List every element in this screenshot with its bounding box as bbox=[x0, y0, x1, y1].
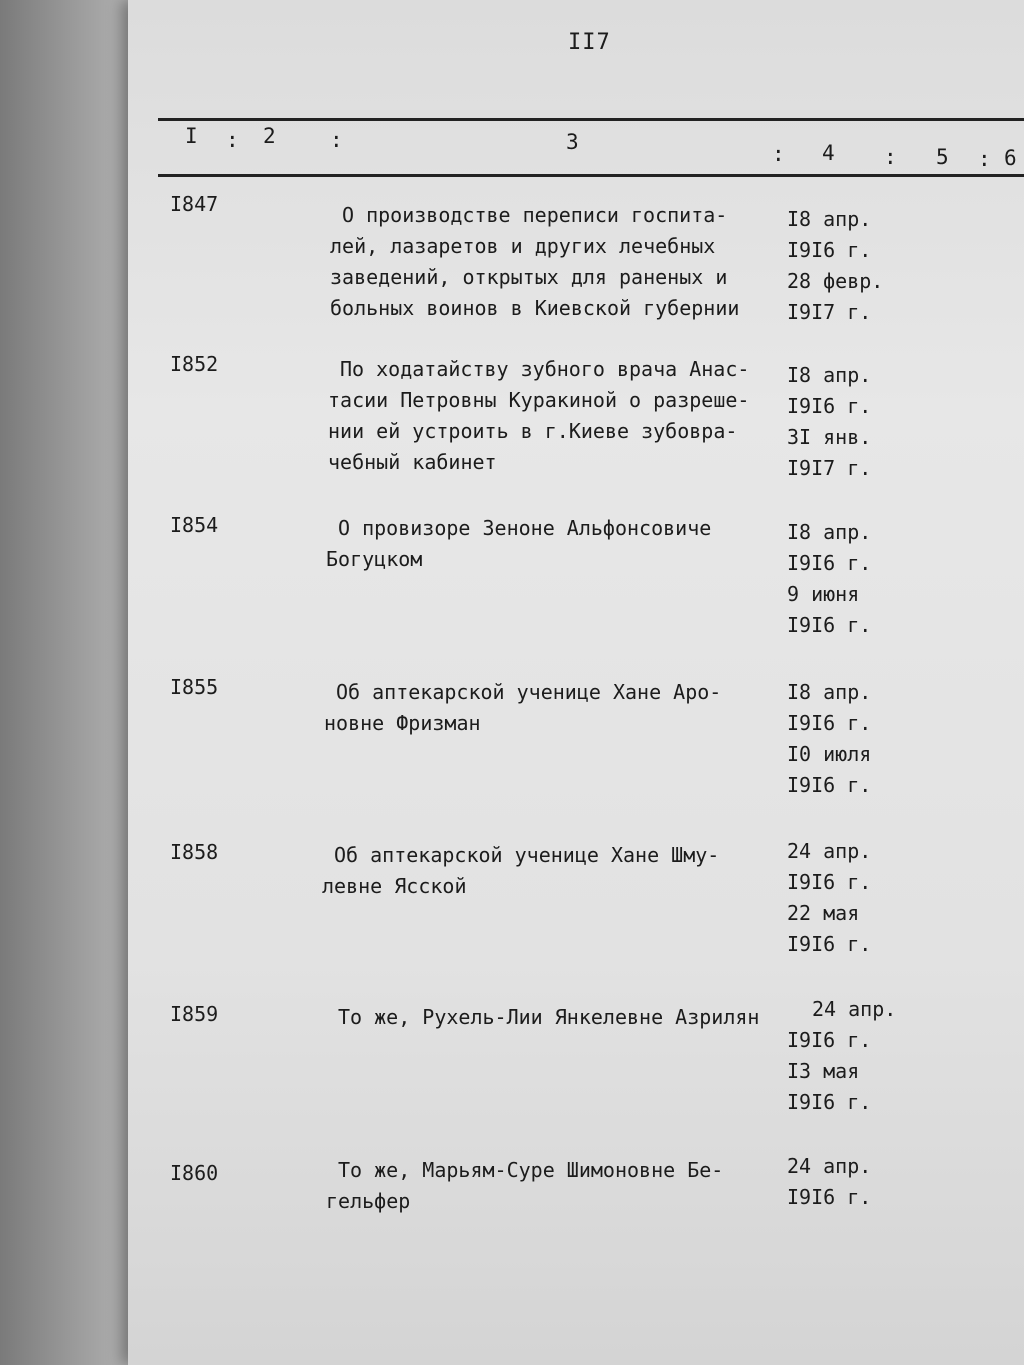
entry-number: I855 bbox=[170, 675, 219, 699]
entry-description-line: нии ей устроить в г.Киеве зубовра- bbox=[328, 419, 738, 443]
entry-description-line: О провизоре Зеноне Альфонсовиче bbox=[338, 516, 712, 540]
entry-dates bbox=[787, 994, 896, 1118]
entry-date-line: I9I6 г. bbox=[787, 1090, 872, 1114]
entry-description bbox=[330, 200, 800, 324]
entry-date-line: I8 апр. bbox=[787, 207, 872, 231]
entry-dates bbox=[787, 360, 871, 484]
header-separator: : bbox=[772, 142, 785, 166]
entry-description-line: гельфер bbox=[326, 1189, 411, 1213]
entry-date-line: 24 апр. bbox=[787, 1154, 872, 1178]
entry-description-line: По ходатайству зубного врача Анас- bbox=[340, 357, 750, 381]
entry-dates bbox=[787, 1151, 871, 1213]
header-col-5: 5 bbox=[936, 145, 949, 169]
entry-description-line: больных воинов в Киевской губернии bbox=[330, 296, 740, 320]
entry-number: I852 bbox=[170, 352, 219, 376]
entry-description-line: То же, Рухель-Лии Янкелевне Азрилян bbox=[338, 1005, 760, 1029]
entry-number: I847 bbox=[170, 192, 219, 216]
entry-date-line: I8 апр. bbox=[787, 680, 872, 704]
entry-date-line: 3I янв. bbox=[787, 425, 872, 449]
entry-date-line: 24 апр. bbox=[812, 997, 897, 1021]
header-bottom-rule bbox=[158, 174, 1024, 177]
entry-date-line: I9I7 г. bbox=[787, 456, 872, 480]
header-separator: : bbox=[884, 145, 897, 169]
header-separator: : bbox=[330, 128, 343, 152]
entry-date-line: I3 мая bbox=[787, 1059, 860, 1083]
entry-dates bbox=[787, 204, 883, 328]
entry-date-line: 28 февр. bbox=[787, 269, 884, 293]
entry-description-line: О производстве переписи госпита- bbox=[342, 203, 728, 227]
entry-description bbox=[326, 1002, 796, 1033]
entry-description-line: То же, Марьям-Суре Шимоновне Бе- bbox=[338, 1158, 724, 1182]
entry-description bbox=[328, 354, 798, 478]
entry-date-line: I9I6 г. bbox=[787, 1185, 872, 1209]
entry-description-line: тасии Петровны Куракиной о разреше- bbox=[328, 388, 750, 412]
entry-description bbox=[322, 840, 792, 902]
entry-description-line: чебный кабинет bbox=[328, 450, 497, 474]
entry-date-line: I8 апр. bbox=[787, 520, 872, 544]
entry-date-line: 22 мая bbox=[787, 901, 860, 925]
entry-date-line: I8 апр. bbox=[787, 363, 872, 387]
entry-number: I858 bbox=[170, 840, 219, 864]
page-number: II7 bbox=[568, 30, 611, 55]
header-col-2: 2 bbox=[263, 124, 276, 148]
header-col-6: 6 bbox=[1004, 146, 1017, 170]
header-separator: : bbox=[226, 128, 239, 152]
entry-dates bbox=[787, 836, 871, 960]
entry-description-line: левне Ясской bbox=[322, 874, 467, 898]
entry-dates bbox=[787, 677, 871, 801]
entry-description-line: лей, лазаретов и других лечебных bbox=[330, 234, 716, 258]
header-col-3: 3 bbox=[566, 130, 579, 154]
entry-date-line: I9I6 г. bbox=[787, 1028, 872, 1052]
entry-date-line: I9I6 г. bbox=[787, 551, 872, 575]
entry-date-line: I9I6 г. bbox=[787, 932, 872, 956]
entry-description-line: новне Фризман bbox=[324, 711, 481, 735]
header-top-rule bbox=[158, 118, 1024, 121]
entry-date-line: I9I6 г. bbox=[787, 238, 872, 262]
entry-description-line: Об аптекарской ученице Хане Шму- bbox=[334, 843, 720, 867]
entry-date-line: I9I7 г. bbox=[787, 300, 872, 324]
entry-date-line: I9I6 г. bbox=[787, 711, 872, 735]
entry-date-line: I0 июля bbox=[787, 742, 872, 766]
entry-description bbox=[324, 677, 794, 739]
header-col-4: 4 bbox=[822, 141, 835, 165]
entry-date-line: 24 апр. bbox=[787, 839, 872, 863]
entry-number: I854 bbox=[170, 513, 219, 537]
entry-description-line: Об аптекарской ученице Хане Аро- bbox=[336, 680, 722, 704]
entry-date-line: I9I6 г. bbox=[787, 394, 872, 418]
entry-number: I860 bbox=[170, 1161, 219, 1185]
header-separator: : bbox=[978, 147, 991, 171]
entry-description-line: Богуцком bbox=[326, 547, 423, 571]
entry-date-line: I9I6 г. bbox=[787, 613, 872, 637]
entry-dates bbox=[787, 517, 871, 641]
entry-date-line: I9I6 г. bbox=[787, 773, 872, 797]
entry-number: I859 bbox=[170, 1002, 219, 1026]
entry-description-line: заведений, открытых для раненых и bbox=[330, 265, 728, 289]
entry-description bbox=[326, 513, 796, 575]
entry-date-line: 9 июня bbox=[787, 582, 860, 606]
entry-date-line: I9I6 г. bbox=[787, 870, 872, 894]
header-col-1: I bbox=[185, 124, 198, 148]
entry-description bbox=[326, 1155, 796, 1217]
